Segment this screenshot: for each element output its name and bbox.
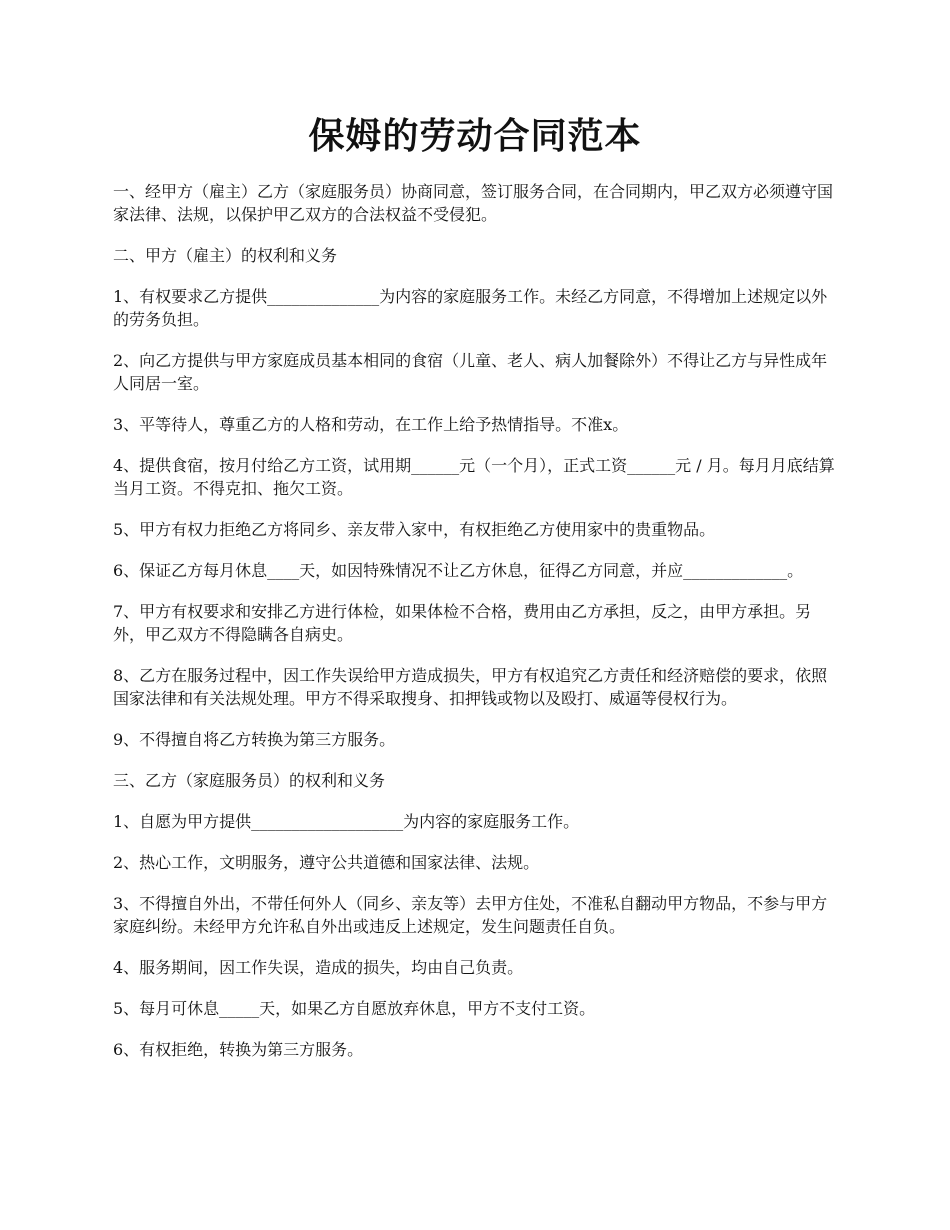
document-body bbox=[113, 180, 841, 1079]
paragraph-intro: 一、经甲方（雇主）乙方（家庭服务员）协商同意，签订服务合同，在合同期内，甲乙双方必须遵守国家法律、法规，以保护甲乙双方的合法权益不受侵犯。 bbox=[113, 182, 834, 224]
employer-clause-7: 7、甲方有权要求和安排乙方进行体检，如果体检不合格，费用由乙方承担，反之，由甲方承担。另外，甲乙双方不得隐瞒各自病史。 bbox=[113, 602, 812, 644]
document-title: 保姆的劳动合同范本 bbox=[308, 115, 642, 157]
employer-clause-9: 9、不得擅自将乙方转换为第三方服务。 bbox=[113, 730, 396, 749]
employer-clause-1: 1、有权要求乙方提供______________为内容的家庭服务工作。未经乙方同意，不得增加上述规定以外的劳务负担。 bbox=[113, 287, 828, 329]
employer-clause-2: 2、向乙方提供与甲方家庭成员基本相同的食宿（儿童、老人、病人加餐除外）不得让乙方与异性成年人同居一室。 bbox=[113, 351, 828, 393]
employer-clause-8: 8、乙方在服务过程中，因工作失误给甲方造成损失，甲方有权追究乙方责任和经济赔偿的要求，依照国家法律和有关法规处理。甲方不得采取搜身、扣押钱或物以及殴打、威逼等侵权行为。 bbox=[113, 666, 828, 708]
employer-clause-6: 6、保证乙方每月休息____天，如因特殊情况不让乙方休息，征得乙方同意，并应_____________。 bbox=[113, 561, 804, 580]
employer-clause-4: 4、提供食宿，按月付给乙方工资，试用期______元（一个月），正式工资______元 / 月。每月月底结算当月工资。不得克扣、拖欠工资。 bbox=[113, 456, 835, 498]
employee-clause-3: 3、不得擅自外出，不带任何外人（同乡、亲友等）去甲方住处，不准私自翻动甲方物品，不参与甲方家庭纠纷。未经甲方允许私自外出或违反上述规定，发生问题责任自负。 bbox=[113, 894, 828, 936]
employee-clause-2: 2、热心工作，文明服务，遵守公共道德和国家法律、法规。 bbox=[113, 853, 540, 872]
section-heading-employee: 三、乙方（家庭服务员）的权利和义务 bbox=[113, 771, 386, 790]
employee-clause-1: 1、自愿为甲方提供___________________为内容的家庭服务工作。 bbox=[113, 812, 580, 831]
employer-clause-5: 5、甲方有权力拒绝乙方将同乡、亲友带入家中，有权拒绝乙方使用家中的贵重物品。 bbox=[113, 520, 716, 539]
section-heading-employer: 二、甲方（雇主）的权利和义务 bbox=[113, 246, 338, 265]
employee-clause-6: 6、有权拒绝，转换为第三方服务。 bbox=[113, 1040, 364, 1059]
employee-clause-4: 4、服务期间，因工作失误，造成的损失，均由自己负责。 bbox=[113, 958, 524, 977]
employer-clause-3: 3、平等待人，尊重乙方的人格和劳动，在工作上给予热情指导。不准x。 bbox=[113, 415, 629, 434]
employee-clause-5: 5、每月可休息_____天，如果乙方自愿放弃休息，甲方不支付工资。 bbox=[113, 999, 596, 1018]
